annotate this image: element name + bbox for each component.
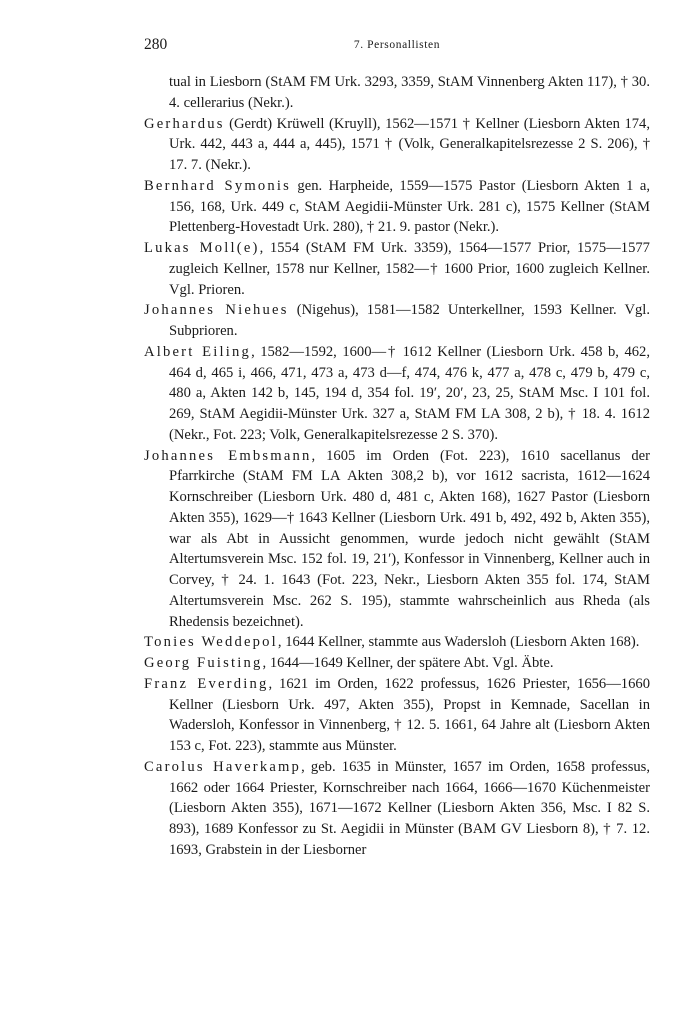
entry-name: Albert Eiling: [144, 343, 252, 360]
entry-gerhardus: [144, 114, 650, 176]
entry-tonies-weddepol: [144, 632, 650, 653]
entry-name: Lukas Moll(e): [144, 240, 260, 256]
entry-johannes-niehues: [144, 300, 650, 342]
entry-franz-everding: [144, 674, 650, 757]
entry-lukas-molle: [144, 238, 650, 300]
entry-georg-fuisting: [144, 653, 650, 674]
entry-bernhard-symonis: [144, 176, 650, 238]
entry-text: , 1644 Kellner, stammte aus Wadersloh (Liesborn Akten 168).: [277, 634, 640, 651]
entry-name: Johannes Niehues: [144, 302, 289, 319]
entry-text: , geb. 1635 in Münster, 1657 im Orden, 1658 professus, 1662 oder 1664 Priester, Kornschreiber nach 1664, 1666—1670 Küchenmeister (Liesborn Akten 355), 1671—1672 Kellner (Liesborn Akten 356, Msc. I 82 S. 893), 1689 Konfessor zu St. Aegidii in Münster (BAM GV Liesborn 8), † 7. 12. 1693, Grabstein in der Liesborner: [169, 758, 650, 858]
entry-text: , 1554 (StAM FM Urk. 3359), 1564—1577 Prior, 1575—1577 zugleich Kellner, 1578 nur Kellner, 1582—† 1600 Prior, 1600 zugleich Kellner. Vgl. Prioren.: [169, 240, 650, 298]
entry-name: Gerhardus: [144, 115, 225, 132]
entry-johannes-embsmann: [144, 446, 650, 633]
entry-text: gen. Harpheide, 1559—1575 Pastor (Liesborn Akten 1 a, 156, 168, Urk. 449 c, StAM Aegidii-Münster Urk. 281 c), 1575 Kellner (StAM Plettenberg-Hovestadt Urk. 280), † 21. 9. pastor (Nekr.).: [169, 177, 650, 236]
entry-name: Bernhard Symonis: [144, 177, 292, 194]
entry-name: Johannes Embsmann: [144, 447, 312, 464]
running-head: 7. Personallisten: [353, 39, 441, 51]
entry-text: tual in Liesborn (StAM FM Urk. 3293, 3359, StAM Vinnenberg Akten 117), † 30. 4. cellerarius (Nekr.).: [169, 74, 650, 111]
entry-name: Georg Fuisting: [144, 655, 263, 671]
page-number: 280: [144, 36, 168, 53]
entry-albert-eiling: [144, 342, 650, 446]
page-header: [144, 36, 650, 60]
entry-text: , 1605 im Orden (Fot. 223), 1610 sacellanus der Pfarrkirche (StAM FM LA Akten 308,2 b), vor 1612 sacrista, 1612—1624 Kornschreiber (Liesborn Urk. 480 d, 481 c, Akten 168), 1627 Pastor (Liesborn Akten 355), 1629—† 1643 Kellner (Liesborn Urk. 491 b, 492, 492 b, Akten 355), war als Abt in Aussicht genommen, wurde jedoch nicht gewählt (StAM Altertumsverein Msc. 152 fol. 19, 21′), Konfessor in Vinnenberg, Kellner auch in Corvey, † 24. 1. 1643 (Fot. 223, Nekr., Liesborn Akten 355 fol. 174, StAM Altertumsverein Msc. 262 S. 195), stammte wahrscheinlich aus Rheda (als Rhedensis bezeichnet).: [169, 447, 650, 630]
entry-text: , 1621 im Orden, 1622 professus, 1626 Priester, 1656—1660 Kellner (Liesborn Urk. 497, Akten 355), Propst in Kemnade, Sacellan in Wadersloh, Konfessor in Vinnenberg, † 12. 5. 1661, 64 Jahre alt (Liesborn Akten 153 c, Fot. 223), stammte aus Münster.: [169, 675, 650, 754]
entry-carolus-haverkamp: [144, 757, 650, 861]
entry-name: Franz Everding: [144, 675, 269, 692]
entry-name: Carolus Haverkamp: [144, 758, 302, 775]
entry-text: (Nigehus), 1581—1582 Unterkellner, 1593 Kellner. Vgl. Subprioren.: [169, 302, 651, 339]
entry-name: Tonies Weddepol: [144, 634, 278, 651]
entry-text: (Gerdt) Krüwell (Kruyll), 1562—1571 † Kellner (Liesborn Akten 174, Urk. 442, 443 a, 444 a, 445), 1571 † (Volk, Generalkapitelsrezesse 2 S. 206), † 17. 7. (Nekr.).: [169, 115, 650, 173]
entry-continuation: [144, 72, 650, 114]
text-block: [144, 72, 650, 861]
entry-text: , 1644—1649 Kellner, der spätere Abt. Vgl. Äbte.: [262, 655, 554, 671]
entry-text: , 1582—1592, 1600—† 1612 Kellner (Liesborn Urk. 458 b, 462, 464 d, 465 i, 466, 471, 473 a, 473 d—f, 474, 476 k, 477 a, 478 c, 479 b, 479 c, 480 a, Akten 142 b, 145, 194 d, 354 fol. 19′, 20′, 23, 25, StAM Msc. I 101 fol. 269, StAM Aegidii-Münster Urk. 327 a, StAM FM LA 308, 2 b), † 18. 4. 1612 (Nekr., Fot. 223; Volk, Generalkapitelsrezesse 2 S. 370).: [169, 343, 650, 443]
